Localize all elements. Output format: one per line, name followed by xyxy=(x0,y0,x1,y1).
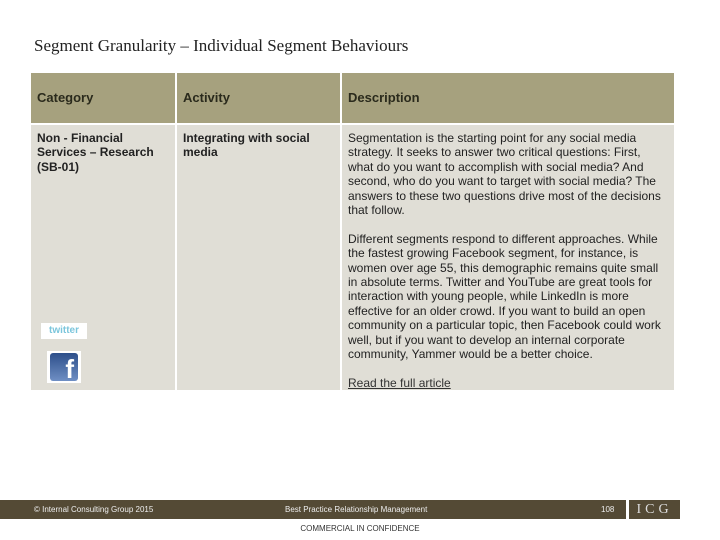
table-header xyxy=(31,73,674,123)
table-row xyxy=(31,125,674,390)
category-cell xyxy=(31,125,175,390)
footer-copyright: © Internal Consulting Group 2015 xyxy=(34,505,154,514)
segment-table xyxy=(31,73,674,390)
page-title: Segment Granularity – Individual Segment Behaviours xyxy=(34,36,409,55)
icg-logo: ICG xyxy=(629,500,680,519)
category-text: Non - Financial Services – Research (SB-01) xyxy=(37,131,154,174)
header-category: Category xyxy=(31,73,175,123)
description-paragraph: Segmentation is the starting point for any social media strategy. It seeks to answer two critical questions: First, what do you want to accomplish with social media? And second, who do you want to target with social media? The answers to these two questions drive most of the decisions that follow. xyxy=(348,131,661,218)
header-description: Description xyxy=(342,73,674,123)
confidentiality-notice: COMMERCIAL IN CONFIDENCE xyxy=(300,524,420,533)
header-activity: Activity xyxy=(177,73,340,123)
footer-bar xyxy=(0,500,626,519)
description-cell xyxy=(342,125,674,390)
activity-cell: Integrating with social media xyxy=(177,125,340,390)
read-full-article-link[interactable]: Read the full article xyxy=(348,375,451,390)
facebook-logo-icon: f xyxy=(47,351,81,383)
twitter-logo-icon: twitter xyxy=(41,323,87,339)
description-paragraph: Different segments respond to different approaches. While the fastest growing Facebook segment, for instance, is women over age 55, this demographic remains quite small in absolute terms. Twitter and YouTube are great tools for interaction with young people, while LinkedIn is more effective for an older crowd. If you want to build an open community on a particular topic, then Facebook could work well, but if you want to develop an internal corporate community, Yammer would be a better choice. xyxy=(348,231,661,362)
page-number: 108 xyxy=(601,505,615,514)
footer-center-text: Best Practice Relationship Management xyxy=(285,505,428,514)
